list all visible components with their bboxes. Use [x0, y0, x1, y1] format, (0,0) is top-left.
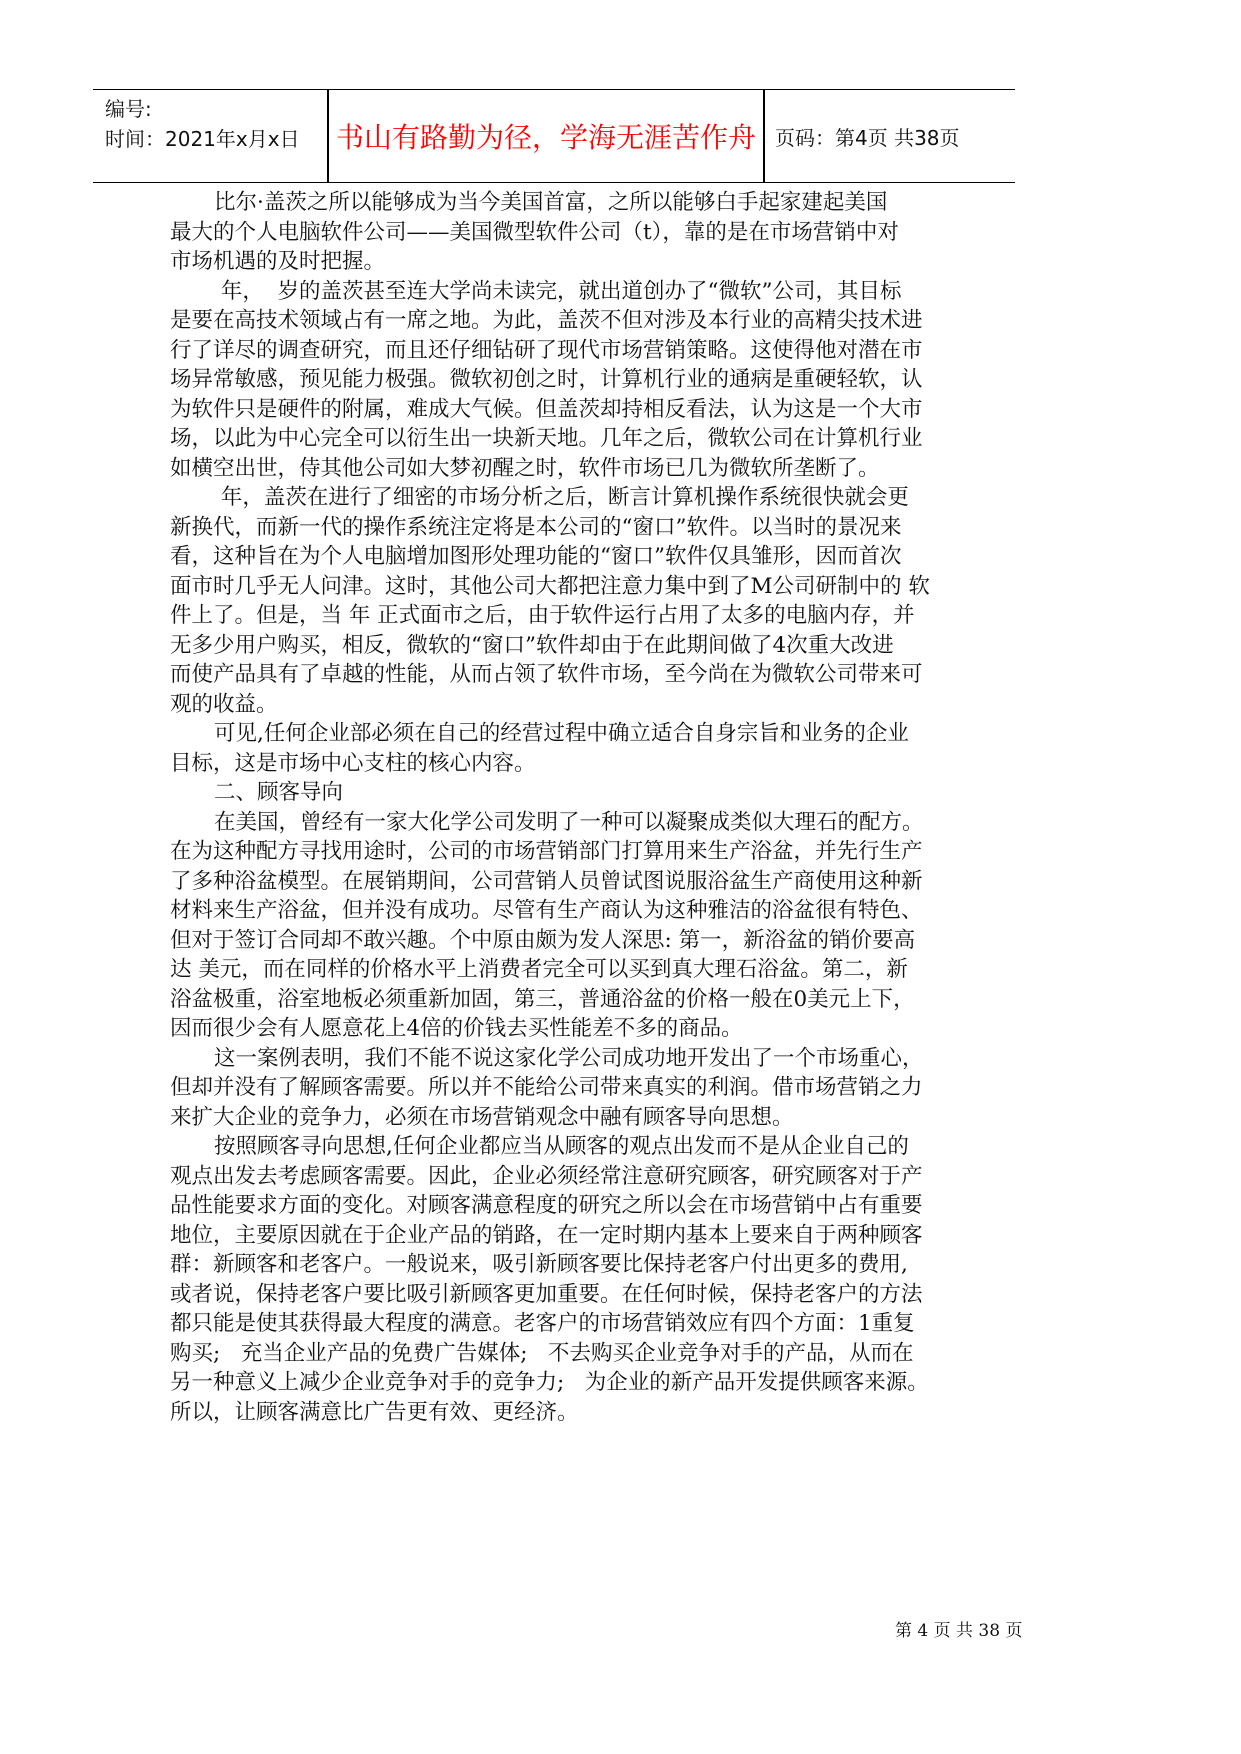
- text-line: 购买; 充当企业产品的免费广告媒体; 不去购买企业竞争对手的产品，从而在: [170, 1340, 914, 1366]
- text-line: 所以，让顾客满意比广告更有效、更经济。: [170, 1399, 579, 1425]
- text-line: 件上了。但是，当 年 正式面市之后，由于软件运行占用了太多的电脑内存，并: [170, 603, 915, 628]
- text-line: 观点出发去考虑顾客需要。因此，企业必须经常注意研究顾客，研究顾客对于产: [170, 1163, 923, 1189]
- header-meta: [105, 94, 300, 154]
- header-divider: [763, 90, 765, 182]
- text-line: 场异常敏感，预见能力极强。微软初创之时，计算机行业的通病是重硬轻软，认: [170, 367, 923, 392]
- text-line: 另一种意义上减少企业竞争对手的竞争力; 为企业的新产品开发提供顾客来源。: [170, 1370, 929, 1395]
- text-line: 二、顾客导向: [214, 780, 344, 805]
- text-line: 看，这种旨在为个人电脑增加图形处理功能的“窗口”软件仅具雏形，因而首次: [170, 544, 902, 569]
- paragraph: [170, 1044, 960, 1133]
- text-line: 品性能要求方面的变化。对顾客满意程度的研究之所以会在市场营销中占有重要: [170, 1193, 923, 1218]
- text-line: 这一案例表明，我们不能不说这家化学公司成功地开发出了一个市场重心，: [214, 1045, 924, 1071]
- text-line: 浴盆极重，浴室地板必须重新加固，第三，普通浴盆的价格一般在0美元上下，: [170, 986, 915, 1012]
- text-line: 无多少用户购买，相反，微软的“窗口”软件却由于在此期间做了4次重大改进: [170, 632, 894, 658]
- page-footer: 第 4 页 共 38 页: [895, 1621, 1023, 1641]
- text-line: 场，以此为中心完全可以衍生出一块新天地。几年之后，微软公司在计算机行业: [170, 426, 923, 451]
- text-line: 年， 岁的盖茨甚至连大学尚未读完，就出道创办了“微软”公司，其目标: [214, 278, 902, 304]
- text-line: 按照顾客寻向思想,任何企业都应当从顾客的观点出发而不是从企业自己的: [214, 1134, 909, 1159]
- text-line: 最大的个人电脑软件公司——美国微型软件公司（t），靠的是在市场营销中对: [170, 219, 899, 245]
- paragraph: [170, 719, 960, 778]
- text-line: 面市时几乎无人问津。这时，其他公司大都把注意力集中到了M公司研制中的 软: [170, 573, 930, 599]
- text-line: 可见,任何企业部必须在自己的经营过程中确立适合自身宗旨和业务的企业: [214, 721, 909, 746]
- text-line: 但对于签订合同却不敢兴趣。个中原由颇为发人深思: 第一，新浴盆的销价要高: [170, 927, 916, 953]
- document-number-label: 编号:: [105, 97, 152, 121]
- text-line: 或者说，保持老客户要比吸引新顾客更加重要。在任何时候，保持老客户的方法: [170, 1281, 923, 1307]
- text-line: 因而很少会有人愿意花上4倍的价钱去买性能差不多的商品。: [170, 1016, 743, 1041]
- text-line: 都只能是使其获得最大程度的满意。老客户的市场营销效应有四个方面：1重复: [170, 1311, 915, 1336]
- text-line: 来扩大企业的竞争力，必须在市场营销观念中融有顾客导向思想。: [170, 1104, 794, 1130]
- header-motto: 书山有路勤为径，学海无涯苦作舟: [335, 121, 756, 154]
- text-line: 而使产品具有了卓越的性能，从而占领了软件市场，至今尚在为微软公司带来可: [170, 662, 923, 687]
- text-line: 在美国，曾经有一家大化学公司发明了一种可以凝聚成类似大理石的配方。: [214, 809, 924, 835]
- text-line: 行了详尽的调查研究，而且还仔细钻研了现代市场营销策略。这使得他对潜在市: [170, 337, 923, 363]
- text-line: 目标，这是市场中心支柱的核心内容。: [170, 750, 536, 776]
- document-header: [93, 89, 1015, 183]
- text-line: 在为这种配方寻找用途时，公司的市场营销部门打算用来生产浴盆，并先行生产: [170, 839, 923, 864]
- text-line: 是要在高技术领域占有一席之地。为此，盖茨不但对涉及本行业的高精尖技术进: [170, 308, 923, 333]
- text-line: 如横空出世，侍其他公司如大梦初醒之时，软件市场已几为微软所垄断了。: [170, 455, 880, 481]
- text-line: 群：新顾客和老客户。一般说来，吸引新顾客要比保持老客户付出更多的费用,: [170, 1252, 908, 1277]
- paragraph: [170, 808, 960, 1044]
- document-body: [170, 188, 960, 1427]
- paragraph: [170, 483, 960, 719]
- text-line: 但却并没有了解顾客需要。所以并不能给公司带来真实的利润。借市场营销之力: [170, 1075, 923, 1100]
- text-line: 观的收益。: [170, 691, 278, 717]
- text-line: 地位，主要原因就在于企业产品的销路，在一定时期内基本上要来自于两种顾客: [170, 1222, 923, 1248]
- text-line: 市场机遇的及时把握。: [170, 249, 386, 274]
- text-line: 材料来生产浴盆，但并没有成功。尽管有生产商认为这种雅洁的浴盆很有特色、: [170, 898, 923, 923]
- text-line: 比尔·盖茨之所以能够成为当今美国首富，之所以能够白手起家建起美国: [214, 190, 888, 215]
- text-line: 新换代，而新一代的操作系统注定将是本公司的“窗口”软件。以当时的景况来: [170, 514, 902, 540]
- text-line: 达 美元，而在同样的价格水平上消费者完全可以买到真大理石浴盆。第二，新: [170, 957, 908, 982]
- header-page-label: 页码：第4页 共38页: [775, 125, 960, 150]
- document-time-label: 时间：2021年x月x日: [105, 127, 300, 151]
- paragraph: [170, 188, 960, 277]
- text-line: 为软件只是硬件的附属，难成大气候。但盖茨却持相反看法，认为这是一个大市: [170, 396, 923, 422]
- paragraph: [170, 277, 960, 484]
- paragraph: [170, 1132, 960, 1427]
- paragraph: [170, 778, 960, 808]
- text-line: 了多种浴盆模型。在展销期间，公司营销人员曾试图说服浴盆生产商使用这种新: [170, 868, 923, 894]
- text-line: 年，盖茨在进行了细密的市场分析之后，断言计算机操作系统很快就会更: [214, 485, 909, 510]
